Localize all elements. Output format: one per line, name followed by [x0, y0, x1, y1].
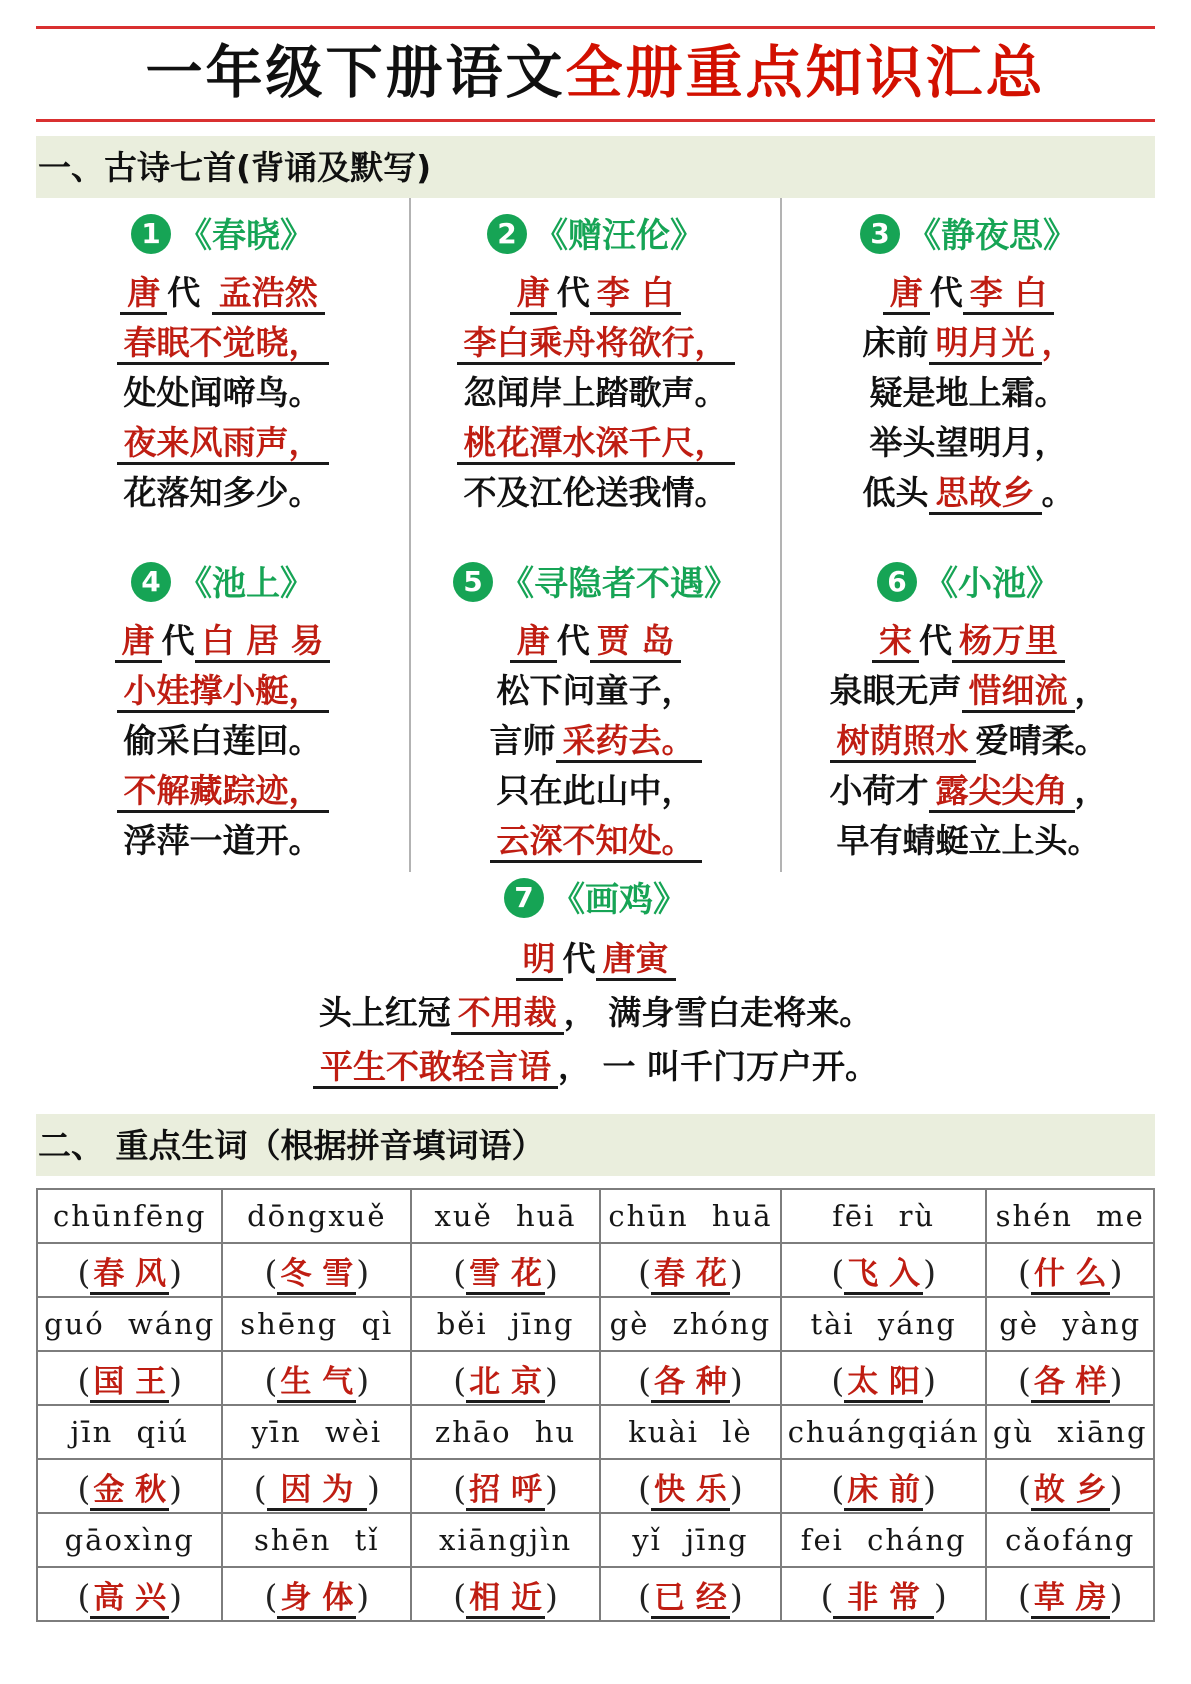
poem-text-segment: 代 [556, 621, 590, 661]
close-paren: ) [544, 1576, 558, 1616]
close-paren: ) [356, 1360, 370, 1400]
poem-line [786, 318, 1151, 368]
answer-cell [411, 1351, 600, 1405]
poem-text-segment: ， [563, 993, 609, 1033]
answer-cell [781, 1243, 987, 1297]
open-paren: ( [1017, 1468, 1031, 1508]
answer-word: 飞 入 [844, 1256, 923, 1295]
poem-text-segment: 举头望明月， [869, 423, 1068, 463]
close-paren: ) [356, 1252, 370, 1292]
poem-line [40, 816, 405, 866]
pinyin-row [37, 1405, 1154, 1459]
answer-row [37, 1351, 1154, 1405]
poem-block [786, 212, 1151, 518]
poems-grid [36, 198, 1155, 872]
answer-cell [781, 1351, 987, 1405]
open-paren: ( [77, 1576, 91, 1616]
poem-block [36, 876, 1155, 1094]
answer-cell [986, 1459, 1154, 1513]
poem-title [415, 212, 776, 260]
pinyin-cell: guó wáng [37, 1297, 222, 1351]
poem-line [40, 616, 405, 666]
close-paren: ) [169, 1360, 182, 1400]
poem-line [786, 368, 1151, 418]
poem-line [415, 616, 776, 666]
close-paren: ) [729, 1360, 743, 1400]
poem-line [40, 666, 405, 716]
answer-cell [222, 1351, 411, 1405]
answer-word: 高 兴 [90, 1580, 169, 1619]
page-title-red: 全册重点知识汇总 [565, 40, 1046, 106]
poem-cell [782, 198, 1155, 524]
section2-heading: 二、 重点生词（根据拼音填词语） [36, 1114, 1155, 1176]
pinyin-cell: chūnfēng [37, 1189, 222, 1243]
close-paren: ) [933, 1576, 947, 1616]
poem-text-segment: ， [1074, 771, 1108, 811]
open-paren: ( [831, 1360, 845, 1400]
poem-block [40, 560, 405, 866]
answer-cell [222, 1459, 411, 1513]
poem-text-segment: 唐 [120, 273, 167, 315]
poem-text-segment: 李白乘舟将欲行， [457, 323, 735, 365]
page-title-black: 一年级下册语文 [145, 40, 566, 106]
poem-line [415, 468, 776, 518]
poem-title-text: 《静夜思》 [907, 216, 1077, 257]
answer-word: 国 王 [90, 1364, 169, 1403]
page-title [36, 39, 1155, 107]
close-paren: ) [1109, 1576, 1123, 1616]
answer-cell [37, 1567, 222, 1621]
poem-text-segment: 唐 [883, 273, 930, 315]
poem-text-segment: 松下问童子， [496, 671, 695, 711]
open-paren: ( [638, 1468, 652, 1508]
poem-title [786, 560, 1151, 608]
poem-cell [36, 198, 409, 524]
poem-text-segment: 白 居 易 [195, 621, 331, 663]
poem-text-segment: 李 白 [590, 273, 682, 315]
close-paren: ) [923, 1468, 936, 1508]
poem-line [36, 932, 1155, 986]
poem-text-segment: 代 [167, 273, 201, 313]
answer-cell [781, 1459, 987, 1513]
answer-cell [986, 1351, 1154, 1405]
open-paren: ( [1017, 1252, 1031, 1292]
answer-row [37, 1459, 1154, 1513]
poem-number-badge: 5 [453, 562, 493, 602]
pinyin-cell: jīn qiú [37, 1405, 222, 1459]
answer-cell [600, 1351, 781, 1405]
answer-word: 快 乐 [651, 1472, 730, 1511]
close-paren: ) [169, 1252, 182, 1292]
poem-number-badge: 6 [877, 562, 917, 602]
answer-cell [411, 1243, 600, 1297]
open-paren: ( [453, 1360, 467, 1400]
poem-number-badge: 2 [487, 214, 527, 254]
poem-text-segment: 满身雪白走将来。 [608, 993, 873, 1033]
close-paren: ) [923, 1252, 936, 1292]
poem-text-segment: ， [1074, 671, 1108, 711]
poem-line [40, 418, 405, 468]
poem-text-segment: 宋 [872, 621, 919, 663]
poem-block [415, 560, 776, 866]
poem-title [40, 212, 405, 260]
pinyin-cell: xiāngjìn [411, 1513, 600, 1567]
answer-word: 各 种 [651, 1364, 730, 1403]
poem-line [415, 666, 776, 716]
open-paren: ( [1017, 1360, 1031, 1400]
answer-word: 春 风 [90, 1256, 169, 1295]
poem-text-segment: 桃花潭水深千尺， [457, 423, 735, 465]
poem-text-segment: 夜来风雨声， [117, 423, 329, 465]
poem-text-segment: 唐 [115, 621, 162, 663]
answer-word: 春 花 [651, 1256, 730, 1295]
poem-line [786, 468, 1151, 518]
answer-word: 雪 花 [466, 1256, 545, 1295]
pinyin-cell: gè yàng [986, 1297, 1154, 1351]
answer-row [37, 1567, 1154, 1621]
poem-line [36, 986, 1155, 1040]
poem-text-segment: 疑是地上霜。 [869, 373, 1068, 413]
poem-text-segment: 不及江伦送我情。 [463, 473, 728, 513]
answer-word: 床 前 [844, 1472, 923, 1511]
pinyin-cell: běi jīng [411, 1297, 600, 1351]
poem-line [415, 368, 776, 418]
answer-cell [37, 1351, 222, 1405]
answer-cell [37, 1243, 222, 1297]
open-paren: ( [831, 1252, 845, 1292]
poem-text-segment: ， [1041, 323, 1075, 363]
poem-line [786, 418, 1151, 468]
answer-word: 草 房 [1031, 1580, 1110, 1619]
poem-text-segment: 明 [516, 939, 563, 981]
close-paren: ) [1109, 1360, 1123, 1400]
pinyin-row [37, 1189, 1154, 1243]
answer-word: 金 秋 [90, 1472, 169, 1511]
vocab-table [36, 1188, 1155, 1622]
poem-text-segment: 浮萍一道开。 [123, 821, 322, 861]
answer-cell [222, 1243, 411, 1297]
open-paren: ( [638, 1360, 652, 1400]
open-paren: ( [253, 1468, 267, 1508]
poem-text-segment: 平生不敢轻言语 [313, 1047, 558, 1089]
poem-text-segment: 处处闻啼鸟。 [123, 373, 322, 413]
poem-text-segment [200, 273, 212, 312]
pinyin-cell: shēng qì [222, 1297, 411, 1351]
poem-text-segment: 唐寅 [596, 939, 676, 981]
open-paren: ( [264, 1576, 278, 1616]
poem-text-segment: 泉眼无声 [829, 671, 962, 711]
poem-line [40, 318, 405, 368]
open-paren: ( [77, 1360, 91, 1400]
poem-text-segment: 不解藏踪迹， [117, 771, 329, 813]
answer-word: 相 近 [466, 1580, 545, 1619]
section1-heading: 一、古诗七首(背诵及默写) [36, 136, 1155, 198]
poem-text-segment: 花落知多少。 [123, 473, 322, 513]
pinyin-cell: shén me [986, 1189, 1154, 1243]
title-rule-top [36, 26, 1155, 29]
close-paren: ) [169, 1576, 182, 1616]
pinyin-cell: fei cháng [781, 1513, 987, 1567]
poem-text-segment: 偷采白莲回。 [123, 721, 322, 761]
poem-text-segment: 小荷才 [829, 771, 929, 811]
poem-cell [409, 524, 782, 872]
open-paren: ( [77, 1252, 91, 1292]
answer-word: 因 为 [267, 1472, 367, 1511]
answer-cell [411, 1567, 600, 1621]
poem-text-segment: 春眠不觉晓， [117, 323, 329, 365]
poem-number-badge: 3 [860, 214, 900, 254]
poem-text-segment: 思故乡 [929, 473, 1042, 515]
poem-title-text: 《寻隐者不遇》 [500, 564, 738, 605]
answer-word: 招 呼 [466, 1472, 545, 1511]
open-paren: ( [638, 1252, 652, 1292]
poem-line [786, 616, 1151, 666]
poem-text-segment: 惜细流 [962, 671, 1075, 713]
poem-title [786, 212, 1151, 260]
pinyin-cell: xuě huā [411, 1189, 600, 1243]
poem-line [415, 418, 776, 468]
poem-text-segment: 明月光 [929, 323, 1042, 365]
answer-cell [600, 1567, 781, 1621]
open-paren: ( [453, 1468, 467, 1508]
close-paren: ) [367, 1468, 380, 1508]
poem-line [36, 1040, 1155, 1094]
poem-text-segment: 床前 [862, 323, 929, 363]
vocab-table-body [37, 1189, 1154, 1621]
answer-cell [986, 1567, 1154, 1621]
answer-cell [600, 1243, 781, 1297]
poem-text-segment: ， [558, 1047, 603, 1087]
poem-line [786, 816, 1151, 866]
pinyin-cell: chuángqián [781, 1405, 987, 1459]
poem-number-badge: 1 [131, 214, 171, 254]
poem-line [786, 666, 1151, 716]
pinyin-cell: gè zhóng [600, 1297, 781, 1351]
poem-text-segment: 唐 [510, 273, 557, 315]
answer-row [37, 1243, 1154, 1297]
poem-title [36, 876, 1155, 924]
answer-cell [411, 1459, 600, 1513]
poem-line [415, 816, 776, 866]
answer-word: 太 阳 [844, 1364, 923, 1403]
pinyin-cell: yīn wèi [222, 1405, 411, 1459]
close-paren: ) [169, 1468, 182, 1508]
open-paren: ( [264, 1360, 278, 1400]
poem-text-segment: 。 [1041, 473, 1075, 513]
close-paren: ) [729, 1576, 743, 1616]
poem-title [415, 560, 776, 608]
answer-cell [222, 1567, 411, 1621]
poem-text-segment: 孟浩然 [212, 273, 325, 315]
answer-cell [600, 1459, 781, 1513]
poem7-container [36, 872, 1155, 1094]
answer-cell [781, 1567, 987, 1621]
close-paren: ) [544, 1252, 558, 1292]
poem-text-segment: 云深不知处。 [490, 821, 702, 863]
pinyin-cell: fēi rù [781, 1189, 987, 1243]
poem-text-segment: 低头 [862, 473, 929, 513]
pinyin-cell: gāoxìng [37, 1513, 222, 1567]
answer-word: 身 体 [277, 1580, 356, 1619]
pinyin-cell: tài yáng [781, 1297, 987, 1351]
answer-cell [986, 1243, 1154, 1297]
poem-line [40, 468, 405, 518]
answer-word: 故 乡 [1031, 1472, 1110, 1511]
answer-word: 什 么 [1031, 1256, 1110, 1295]
poem-text-segment: 唐 [510, 621, 557, 663]
close-paren: ) [356, 1576, 370, 1616]
open-paren: ( [264, 1252, 278, 1292]
poem-cell [782, 524, 1155, 872]
open-paren: ( [77, 1468, 91, 1508]
poem-line [415, 766, 776, 816]
poem-text-segment: 代 [929, 273, 963, 313]
poem-title-text: 《小池》 [924, 564, 1060, 605]
poem-text-segment: 早有蜻蜓立上头。 [836, 821, 1101, 861]
answer-word: 各 样 [1031, 1364, 1110, 1403]
poem-number-badge: 4 [131, 562, 171, 602]
poem-line [786, 268, 1151, 318]
answer-word: 北 京 [466, 1364, 545, 1403]
pinyin-cell: chūn huā [600, 1189, 781, 1243]
poem-text-segment: 言师 [489, 721, 556, 761]
poem-text-segment: 代 [919, 621, 952, 661]
answer-word: 冬 雪 [277, 1256, 356, 1295]
poem-title-text: 《春晓》 [178, 216, 314, 257]
close-paren: ) [729, 1468, 743, 1508]
poem-block [415, 212, 776, 518]
pinyin-cell: dōngxuě [222, 1189, 411, 1243]
poem-cell [36, 524, 409, 872]
poem-text-segment: 露尖尖角 [929, 771, 1075, 813]
poem-text-segment: 只在此山中， [496, 771, 695, 811]
poem-line [415, 318, 776, 368]
answer-word: 生 气 [277, 1364, 356, 1403]
poem-block [786, 560, 1151, 866]
poem-title-text: 《池上》 [178, 564, 314, 605]
answer-word: 非 常 [833, 1580, 933, 1619]
pinyin-cell: yǐ jīng [600, 1513, 781, 1567]
poem-title-text: 《画鸡》 [551, 880, 687, 921]
poem-text-segment: 代 [562, 939, 596, 979]
pinyin-row [37, 1297, 1154, 1351]
pinyin-cell: cǎofáng [986, 1513, 1154, 1567]
poem-text-segment: 小娃撑小艇， [117, 671, 329, 713]
poem-text-segment: 不用裁 [451, 993, 564, 1035]
pinyin-row [37, 1513, 1154, 1567]
answer-cell [37, 1459, 222, 1513]
poem-text-segment: 头上红冠 [318, 993, 451, 1033]
poem-text-segment: 忽闻岸上踏歌声。 [463, 373, 728, 413]
poem-line [786, 716, 1151, 766]
poem-line [40, 368, 405, 418]
poem-line [40, 716, 405, 766]
open-paren: ( [831, 1468, 845, 1508]
poem-text-segment: 李 白 [963, 273, 1055, 315]
poem-text-segment: 杨万里 [952, 621, 1065, 663]
open-paren: ( [638, 1576, 652, 1616]
poem-title-text: 《赠汪伦》 [534, 216, 704, 257]
poem-line [415, 268, 776, 318]
open-paren: ( [1017, 1576, 1031, 1616]
poem-cell [409, 198, 782, 524]
answer-word: 已 经 [651, 1580, 730, 1619]
pinyin-cell: gù xiāng [986, 1405, 1154, 1459]
pinyin-cell: zhāo hu [411, 1405, 600, 1459]
poem-line [40, 766, 405, 816]
pinyin-cell: shēn tǐ [222, 1513, 411, 1567]
poem-block [40, 212, 405, 518]
close-paren: ) [1109, 1252, 1123, 1292]
close-paren: ) [1109, 1468, 1123, 1508]
poem-text-segment: 爱晴柔。 [975, 721, 1108, 761]
title-rule-bottom [36, 119, 1155, 122]
pinyin-cell: kuài lè [600, 1405, 781, 1459]
poem-number-badge: 7 [504, 878, 544, 918]
poem-text-segment: 树荫照水 [830, 721, 976, 763]
close-paren: ) [729, 1252, 743, 1292]
close-paren: ) [544, 1468, 558, 1508]
close-paren: ) [544, 1360, 558, 1400]
poem-title [40, 560, 405, 608]
open-paren: ( [453, 1252, 467, 1292]
close-paren: ) [923, 1360, 936, 1400]
poem-text-segment: 贾 岛 [590, 621, 682, 663]
poem-line [415, 716, 776, 766]
open-paren: ( [820, 1576, 834, 1616]
open-paren: ( [453, 1576, 467, 1616]
poem-text-segment: 代 [556, 273, 590, 313]
poem-line [40, 268, 405, 318]
poem-line [786, 766, 1151, 816]
poem-text-segment: 代 [161, 621, 195, 661]
poem-text-segment: 一 叫千门万户开。 [602, 1047, 878, 1087]
poem-text-segment: 采药去。 [556, 721, 702, 763]
